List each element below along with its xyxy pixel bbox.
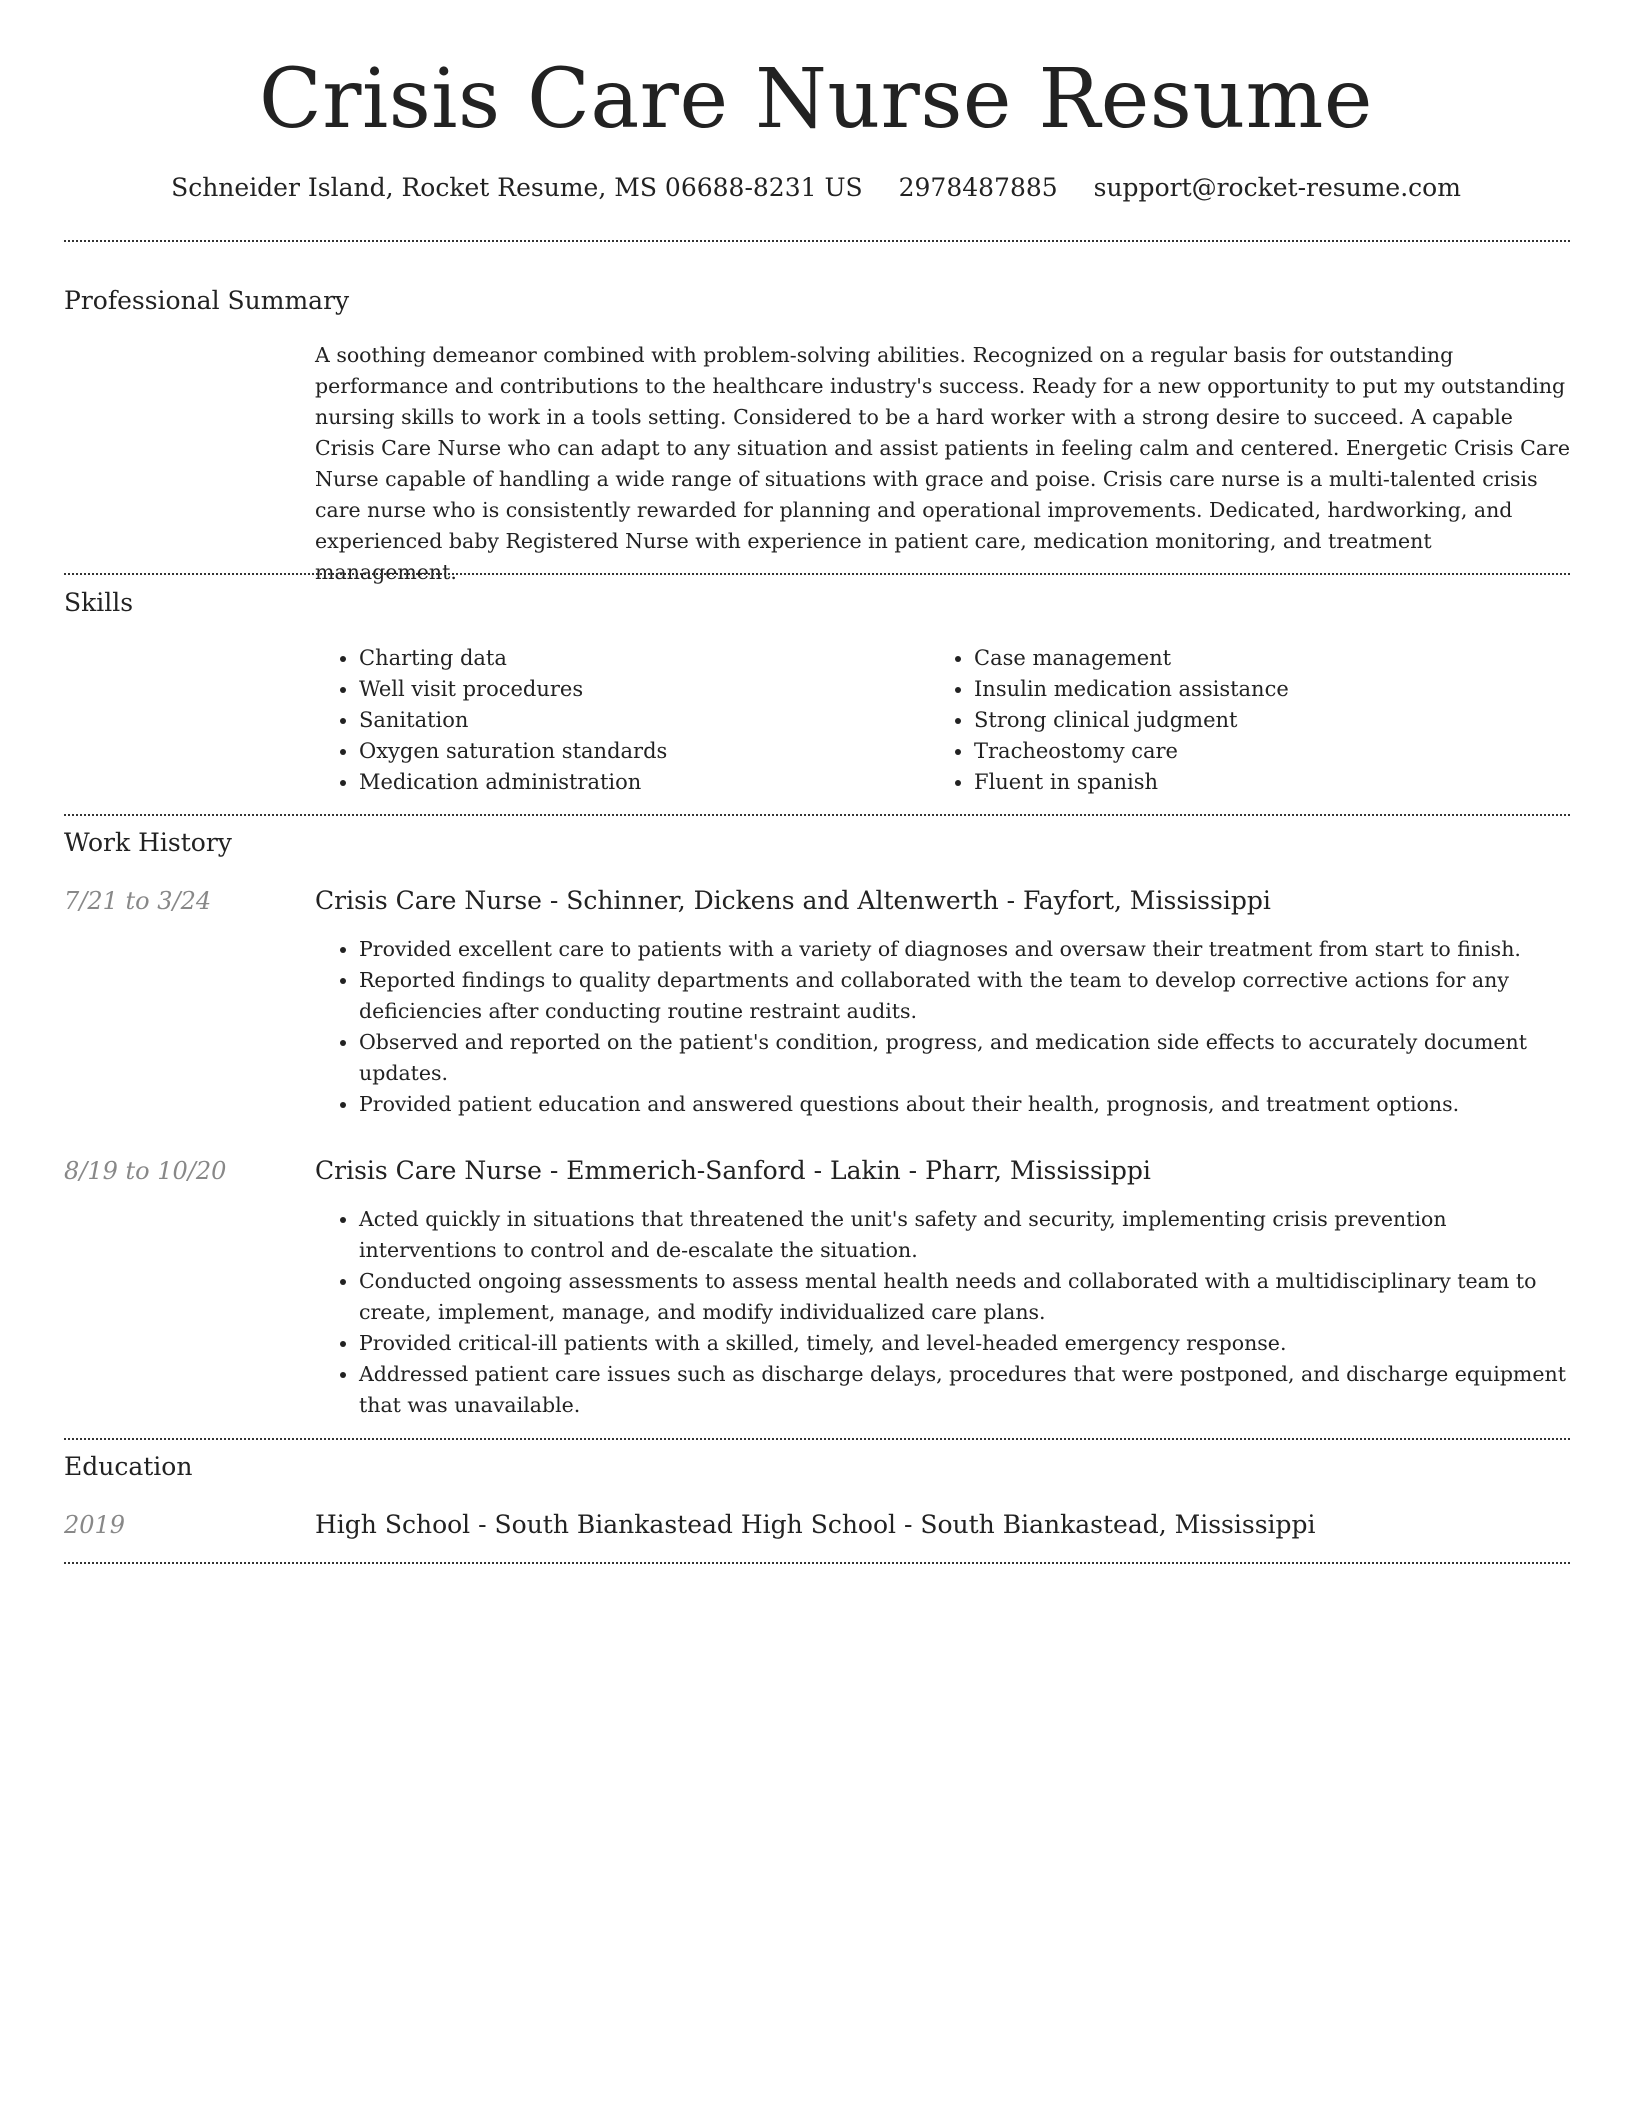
job-bullet: • Observed and reported on the patient's condition, progress, and medication side effects to accurately document updates. [359,1027,1570,1089]
work-heading: Work History [64,828,232,857]
education-heading: Education [64,1452,193,1481]
job-title: Crisis Care Nurse - Schinner, Dickens and Altenwerth - Fayfort, Mississippi [315,886,1271,915]
job-bullet: • Acted quickly in situations that threatened the unit's safety and security, implementing crisis prevention interventions to control and de-escalate the situation. [359,1204,1570,1266]
job-dates: 7/21 to 3/24 [64,887,212,915]
job-bullet: • Addressed patient care issues such as discharge delays, procedures that were postponed, and discharge equipment that was unavailable. [359,1359,1570,1421]
skill-item: • Case management [974,643,1289,674]
skill-item: • Fluent in spanish [974,767,1289,798]
skill-item: • Tracheostomy care [974,736,1289,767]
skill-item: • Well visit procedures [359,674,667,705]
skill-item: • Insulin medication assistance [974,674,1289,705]
divider [64,240,1570,242]
skill-item: • Charting data [359,643,667,674]
education-title: High School - South Biankastead High School - South Biankastead, Mississippi [315,1510,1316,1539]
job-title: Crisis Care Nurse - Emmerich-Sanford - Lakin - Pharr, Mississippi [315,1156,1151,1185]
skills-heading: Skills [64,588,134,617]
divider [64,573,1570,575]
skills-list-left [315,643,667,798]
skill-item: • Medication administration [359,767,667,798]
skills-list-right [930,643,1289,798]
skill-item: • Oxygen saturation standards [359,736,667,767]
skill-item: • Strong clinical judgment [974,705,1289,736]
job-bullets [315,1204,1570,1421]
divider [64,1562,1570,1564]
job-bullet: • Provided patient education and answered questions about their health, prognosis, and treatment options. [359,1089,1570,1120]
contact-email: support@rocket-resume.com [1093,173,1461,202]
job-dates: 8/19 to 10/20 [64,1157,227,1185]
resume-title: Crisis Care Nurse Resume [259,52,1373,147]
job-bullet: • Conducted ongoing assessments to assess mental health needs and collaborated with a multidisciplinary team to create, implement, manage, and modify individualized care plans. [359,1266,1570,1328]
job-bullet: • Provided critical-ill patients with a skilled, timely, and level-headed emergency response. [359,1328,1570,1359]
summary-text: A soothing demeanor combined with problem-solving abilities. Recognized on a regular basis for outstanding performance and contributions to the healthcare industry's success. Ready for a new opportunity to put my outstanding nursing skills to work in a tools setting. Considered to be a hard worker with a strong desire to succeed. A capable Crisis Care Nurse who can adapt to any situation and assist patients in feeling calm and centered. Energetic Crisis Care Nurse capable of handling a wide range of situations with grace and poise. Crisis care nurse is a multi-talented crisis care nurse who is consistently rewarded for planning and operational improvements. Dedicated, hardworking, and experienced baby Registered Nurse with experience in patient care, medication monitoring, and treatment management. [315,343,1570,584]
divider [64,814,1570,816]
summary-heading: Professional Summary [64,286,350,315]
job-bullets [315,934,1570,1120]
contact-line [0,170,1632,206]
job-bullet: • Provided excellent care to patients with a variety of diagnoses and oversaw their treatment from start to finish. [359,934,1570,965]
divider [64,1438,1570,1440]
skill-item: • Sanitation [359,705,667,736]
contact-phone: 2978487885 [898,173,1058,202]
job-bullet: • Reported findings to quality departments and collaborated with the team to develop corrective actions for any deficiencies after conducting routine restraint audits. [359,965,1570,1027]
contact-address: Schneider Island, Rocket Resume, MS 06688-8231 US [171,173,863,202]
education-year: 2019 [64,1511,126,1539]
